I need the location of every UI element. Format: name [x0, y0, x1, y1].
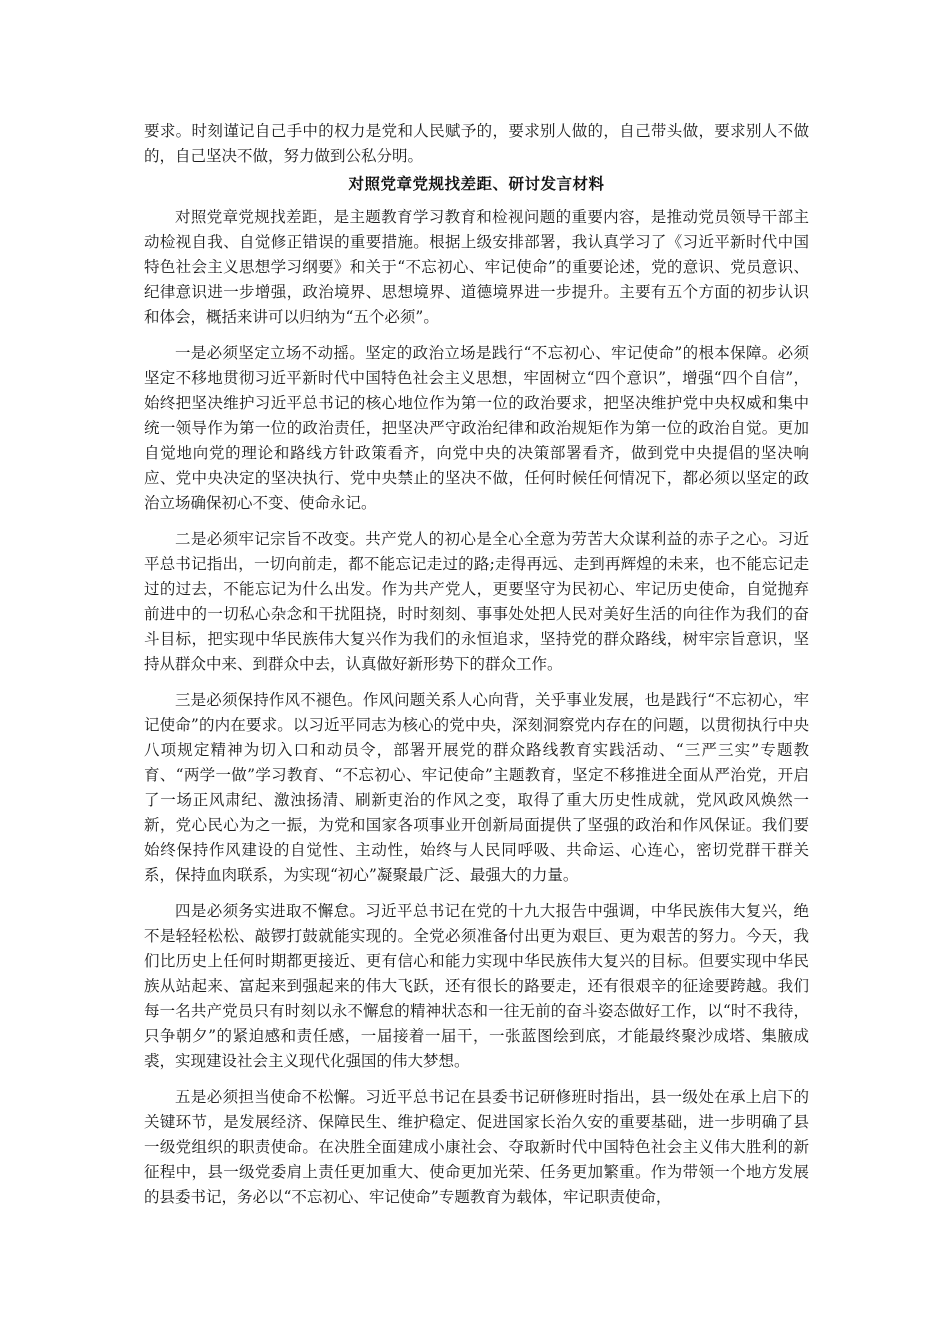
paragraph-2-purpose: 二是必须牢记宗旨不改变。共产党人的初心是全心全意为劳苦大众谋利益的赤子之心。习近平总书记指出，一切向前走，都不能忘记走过的路;走得再远、走到再辉煌的未来，也不能忘记走过的过去，不能忘记为什么出发。作为共产党人，更要坚守为民初心、牢记历史使命，自觉抛弃前进中的一切私心杂念和干扰阻挠，时时刻刻、事事处处把人民对美好生活的向往作为我们的奋斗目标，把实现中华民族伟大复兴作为我们的永恒追求，坚持党的群众路线，树牢宗旨意识，坚持从群众中来、到群众中去，认真做好新形势下的群众工作。	[144, 530, 809, 673]
paragraph-1-stance: 一是必须坚定立场不动摇。坚定的政治立场是践行“不忘初心、牢记使命”的根本保障。必须坚定不移地贯彻习近平新时代中国特色社会主义思想，牢固树立“四个意识”，增强“四个自信”，始终把坚决维护习近平总书记的核心地位作为第一位的政治要求，把坚决维护党中央权威和集中统一领导作为第一位的政治责任，把坚决严守政治纪律和政治规矩作为第一位的政治自觉。更加自觉地向党的理论和路线方针政策看齐，向党中央的决策部署看齐，做到党中央提倡的坚决响应、党中央决定的坚决执行、党中央禁止的坚决不做，任何时候任何情况下，都必须以坚定的政治立场确保初心不变、使命永记。	[144, 344, 809, 512]
paragraph-3-conduct: 三是必须保持作风不褪色。作风问题关系人心向背，关乎事业发展，也是践行“不忘初心，牢记使命”的内在要求。以习近平同志为核心的党中央，深刻洞察党内存在的问题，以贯彻执行中央八项规定精神为切入口和动员令，部署开展党的群众路线教育实践活动、“三严三实”专题教育、“两学一做”学习教育、“不忘初心、牢记使命”主题教育，坚定不移推进全面从严治党，开启了一场正风肃纪、激浊扬清、刷新吏治的作风之变，取得了重大历史性成就，党风政风焕然一新，党心民心为之一振，为党和国家各项事业开创新局面提供了坚强的政治和作风保证。我们要始终保持作风建设的自觉性、主动性，始终与人民同呼吸、共命运、心连心，密切党群干群关系，保持血肉联系，为实现“初心”凝聚最广泛、最强大的力量。	[144, 691, 809, 884]
paragraph-5-mission: 五是必须担当使命不松懈。习近平总书记在县委书记研修班时指出，县一级处在承上启下的关键环节，是发展经济、保障民生、维护稳定、促进国家长治久安的重要基础，进一步明确了县一级党组织的职责使命。在决胜全面建成小康社会、夺取新时代中国特色社会主义伟大胜利的新征程中，县一级党委肩上责任更加重大、使命更加光荣、任务更加繁重。作为带领一个地方发展的县委书记，务必以“不忘初心、牢记使命”专题教育为载体，牢记职责使命，	[144, 1088, 809, 1206]
document-title: 对照党章党规找差距、研讨发言材料	[348, 175, 605, 193]
paragraph-4-diligence: 四是必须务实进取不懈怠。习近平总书记在党的十九大报告中强调，中华民族伟大复兴，绝不是轻轻松松、敲锣打鼓就能实现的。全党必须准备付出更为艰巨、更为艰苦的努力。今天，我们比历史上任何时期都更接近、更有信心和能力实现中华民族伟大复兴的目标。但要实现中华民族从站起来、富起来到强起来的伟大飞跃，还有很长的路要走，还有很艰辛的征途要跨越。我们每一名共产党员只有时刻以永不懈怠的精神状态和一往无前的奋斗姿态做好工作，以“时不我待，只争朝夕”的紧迫感和责任感，一届接着一届干，一张蓝图绘到底，才能最终聚沙成塔、集腋成裘，实现建设社会主义现代化强国的伟大梦想。	[144, 902, 809, 1070]
intro-paragraph: 对照党章党规找差距，是主题教育学习教育和检视问题的重要内容，是推动党员领导干部主动检视自我、自觉修正错误的重要措施。根据上级安排部署，我认真学习了《习近平新时代中国特色社会主义思想学习纲要》和关于“不忘初心、牢记使命”的重要论述，党的意识、党员意识、纪律意识进一步增强，政治境界、思想境界、道德境界进一步提升。主要有五个方面的初步认识和体会，概括来讲可以归纳为“五个必须”。	[144, 208, 809, 326]
document-body	[144, 119, 809, 1210]
continuation-paragraph: 要求。时刻谨记自己手中的权力是党和人民赋予的，要求别人做的，自己带头做，要求别人不做的，自己坚决不做，努力做到公私分明。	[144, 122, 809, 165]
